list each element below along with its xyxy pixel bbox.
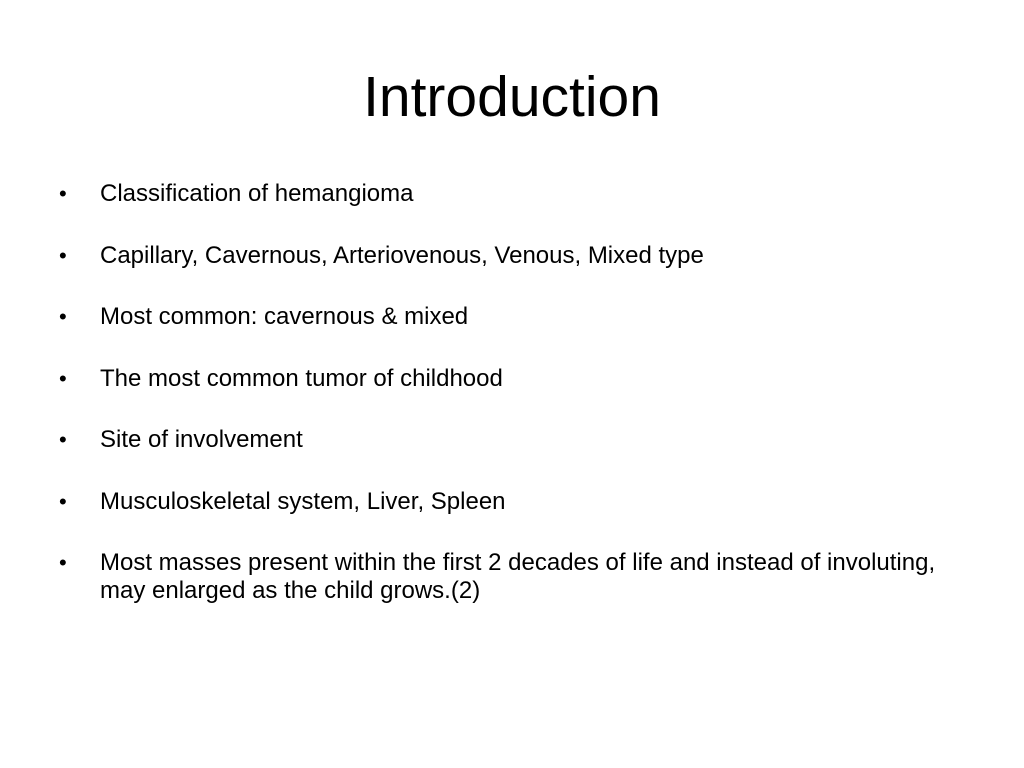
bullet-text: Most masses present within the first 2 decades of life and instead of involuting, may enlarged as the child grows.(2) [100, 549, 936, 604]
bullet-item [57, 242, 977, 270]
bullet-icon: • [59, 488, 67, 514]
bullet-item [57, 303, 977, 331]
bullet-text: Musculoskeletal system, Liver, Spleen [100, 487, 506, 515]
slide-title: Introduction [363, 65, 661, 129]
bullet-item [57, 549, 977, 605]
bullet-icon: • [59, 181, 67, 206]
bullet-text: Classification of hemangioma [100, 180, 414, 207]
bullet-item [57, 365, 977, 393]
bullet-item [57, 180, 977, 208]
bullet-icon: • [59, 242, 67, 268]
bullet-icon: • [59, 304, 67, 329]
bullet-text: Site of involvement [100, 426, 303, 453]
bullet-text: Most common: cavernous & mixed [100, 303, 469, 330]
bullet-text: Capillary, Cavernous, Arteriovenous, Venous, Mixed type [100, 241, 704, 269]
bullet-list [57, 180, 977, 639]
bullet-item [57, 488, 977, 516]
bullet-icon: • [59, 427, 67, 452]
bullet-icon: • [59, 365, 67, 391]
bullet-text: The most common tumor of childhood [100, 364, 503, 392]
bullet-item [57, 426, 977, 454]
bullet-icon: • [59, 550, 67, 575]
